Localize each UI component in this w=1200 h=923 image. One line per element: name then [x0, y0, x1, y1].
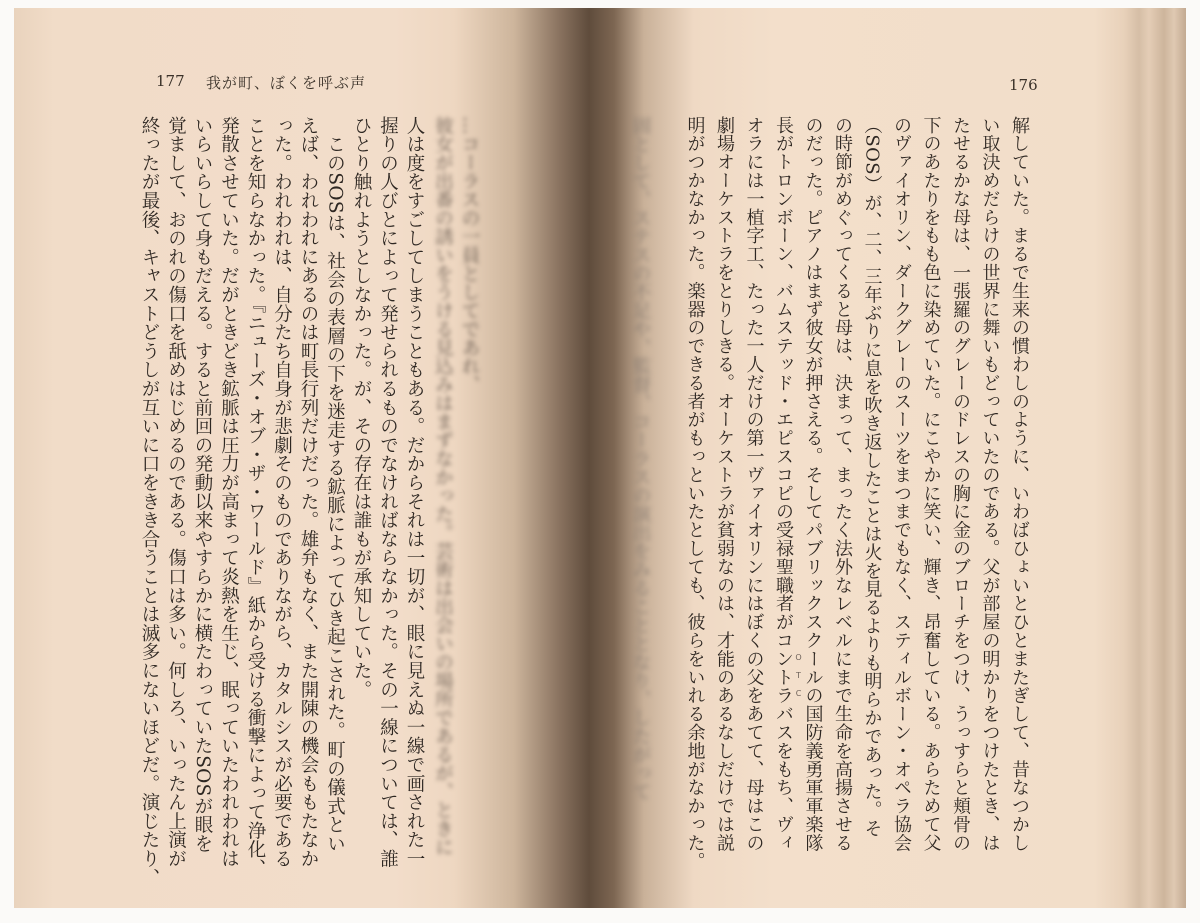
- text-column: 劇場オーケストラをとりしきる。オーケストラが貧弱なのは、才能のあるなしだけでは説: [714, 116, 735, 852]
- text-column: たせるかな母は、一張羅のグレーのドレスの胸に金のブローチをつけ、うっすらと頬骨の: [950, 116, 971, 852]
- page-number-right: 176: [1009, 76, 1038, 94]
- text-column: の時節がめぐってくると母は、決まって、まったく法外なレベルにまで生命を高揚させる: [832, 116, 853, 852]
- text-column: このSOSは、社会の表層の下を迷走する鉱脈によってひき起こされた。町の儀式とい: [324, 116, 346, 854]
- text-column: 発散させていた。だがときどき鉱脈は圧力が高まって炎熱を生じ、眠っていたわれわれは: [218, 116, 240, 868]
- blurred-text-column: 彼女が出番の誘いをうける見込みはまずなかった。芸術は出会いの場所であるが、ときに: [432, 116, 454, 856]
- text-column: いらいらして身もだえる。すると前回の発動以来やすらかに横たわっていたSOSが眼を: [192, 116, 213, 854]
- right-page-text: [674, 116, 1028, 876]
- text-column: 人は度をすごしてしまうこともある。だからそれは一切が、眼に見えぬ一線で画された一: [404, 116, 425, 868]
- left-page-text: [132, 116, 425, 887]
- text-column: 明がつかなかった。楽器のできる者がもっといたとしても、彼らをいれる余地がなかった。: [684, 116, 706, 871]
- blurred-text-column: 固として、ステスの不足や、監督、コーラスの演出をみることとなり、したがって: [630, 116, 651, 801]
- text-column: ことを知らなかった。『ニューズ・オブ・ザ・ワールド』紙から受ける衝撃によって浄化、: [245, 116, 266, 878]
- text-column: い取決めだらけの世界に舞いもどっていたのである。父が部屋の明かりをつけたとき、は: [979, 116, 1001, 852]
- text-column: 解していた。まるで生来の慣わしのように、いわばひょいとひとまたぎして、昔なつかし: [1009, 116, 1030, 852]
- text-column: のヴァイオリン、ダークグレーのスーツをまつまでもなく、スティルボーン・オペラ協会: [891, 116, 912, 852]
- text-column: 覚まして、おのれの傷口を舐めはじめるのである。傷口は多い。何しろ、いったん上演が: [165, 116, 187, 868]
- open-book: [14, 8, 1186, 908]
- running-title: 我が町、ぼくを呼ぶ声: [206, 74, 367, 92]
- page-number-left: 177: [156, 72, 185, 90]
- right-page-blurred-text: [631, 116, 650, 876]
- text-column: 下のあたりをもも色に染めていた。にこやかに笑い、輝き、昂奮している。あらためて父: [920, 116, 942, 852]
- text-column: （SOS）が、二、三年ぶりに息を吹き返したことは火を見るよりも明らかであった。そ: [861, 116, 883, 838]
- text-column: オラには一植字工、たった一人だけの第一ヴァイオリンにはぼくの父をあてて、母はこの: [743, 116, 765, 852]
- text-column: 終ったが最後、キャストどうしが互いに口をきき合うことは滅多にないほどだ。演じたり、: [139, 116, 160, 887]
- text-column: った。われわれは、自分たち自身が悲劇そのものでありながら、カタルシスが必要である: [271, 116, 293, 868]
- text-column: のだった。ピアノはまず彼女が押さえる。そしてパブリックスクールの国防義勇軍軍楽隊: [802, 116, 824, 852]
- text-column: えば、われわれにあるのは町長行列だけだった。雄弁もなく、また開陳の機会ももたなか: [298, 116, 319, 868]
- text-column: ひとり触れようとしなかった。が、その存在は誰もが承知していた。: [351, 116, 372, 699]
- text-column: 握りの人びとによって発せられるものでなければならなかった。その一線については、誰: [377, 116, 399, 868]
- left-page-blurred-text: [425, 116, 478, 876]
- text-column: 長がトロンボーン、バムステッド・エピスコピの受禄聖職者がコントラバスをもち、ヴィ: [773, 116, 794, 852]
- blurred-text-column: …コーラスの一員としてであれ、: [459, 116, 480, 394]
- ruby-annotation: OTC: [794, 653, 803, 707]
